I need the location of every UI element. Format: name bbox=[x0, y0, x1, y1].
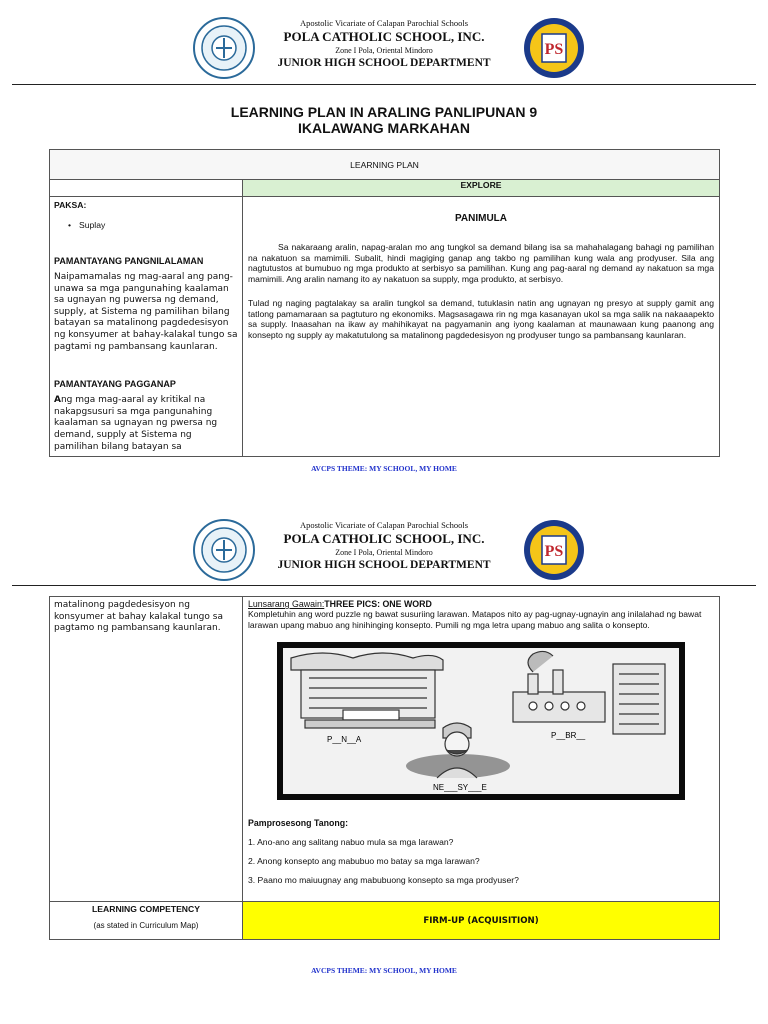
processing-questions-heading: Pamprosesong Tanong: bbox=[248, 818, 349, 828]
three-pics-image bbox=[277, 642, 685, 800]
firm-up-header: FIRM-UP (ACQUISITION) bbox=[243, 902, 720, 940]
pagganap-text-cont: matalinong pagdedesisyon ng konsyumer at bahay kalakal tungo sa pagtamo ng pambansang kaunlaran. bbox=[54, 600, 223, 634]
pic-label-2: P__BR__ bbox=[551, 731, 586, 740]
question-3: 3. Paano mo maiuugnay ang mabubuong konsepto sa mga prodyuser? bbox=[248, 875, 519, 885]
lunsarang-title: Lunsarang Gawain:THREE PICS: ONE WORD bbox=[248, 599, 432, 609]
title-line1: LEARNING PLAN IN ARALING PANLIPUNAN 9 bbox=[230, 104, 538, 120]
paksa-item: • Suplay bbox=[68, 220, 238, 230]
header-rule bbox=[12, 84, 756, 85]
learning-plan-header: LEARNING PLAN bbox=[50, 150, 720, 180]
page-header bbox=[12, 10, 756, 80]
paksa-label: PAKSA: bbox=[54, 200, 87, 210]
question-2: 2. Anong konsepto ang mabubuo mo batay sa mga larawan? bbox=[248, 856, 480, 866]
pagganap-text: Ang mga mag-aaral ay kritikal na nakapgsusuri sa mga pangunahing kaalaman sa ugnayan ng pwersa ng demand, supply at Sistema ng pamilihan bilang batayan sa bbox=[54, 395, 218, 452]
question-1: 1. Ano-ano ang salitang nabuo mula sa mga larawan? bbox=[248, 837, 454, 847]
document-title bbox=[0, 104, 768, 136]
learning-plan-table bbox=[49, 149, 720, 457]
intro-paragraph-2: Tulad ng naging pagtalakay sa aralin tungkol sa demand, tutuklasin natin ang ugnayan ng presyo at supply gamit ang tatlong pamamaraan sa pagtuturo ng ekonomiks. Magsasagawa rin ng mga kasanayan ukol sa mga salik na nakaaapekto sa supply. Inaasahan na ikaw ay mahihikayat na pagyamanin ang iyong kaalaman at maunawaan kung paanong ang konsepto ng supply ay makatutulong sa matalinong pagdedesisyon ng prodyuser tungo sa pambansang kaunlaran. bbox=[248, 298, 714, 340]
standards-cell bbox=[50, 197, 243, 457]
explore-header: EXPLORE bbox=[243, 180, 720, 197]
pic-label-3: NE___SY___E bbox=[433, 783, 487, 792]
panimula-heading: PANIMULA bbox=[454, 213, 508, 224]
pic-label-1: P__N__A bbox=[327, 735, 362, 744]
header-school-name: POLA CATHOLIC SCHOOL, INC. bbox=[283, 29, 485, 44]
intro-paragraph-1: Sa nakaraang aralin, napag-aralan mo ang tungkol sa demand bilang isa sa mahahalagang bahagi ng pamilihan na nakatuon sa mamimili. Subalit, hindi magiging ganap ang takbo ng pamilihan kung wala ang prodyuser. Sila ang nagtutustos at bumubuo ng mga produkto at serbisyo sa pamilihan. Kung ang pag-aaral ng demand ay nakatuon sa mga mamimili. Ang aralin namang ito ay nakatuon sa supply, mga produkto, at serbisyo. bbox=[248, 242, 714, 284]
header-school-name: POLA CATHOLIC SCHOOL, INC. bbox=[283, 531, 485, 546]
learning-plan-table-cont bbox=[49, 596, 720, 940]
three-pics-drawing bbox=[283, 648, 679, 794]
pcs-logo-icon bbox=[522, 518, 586, 582]
svg-text:PS: PS bbox=[544, 543, 564, 560]
header-vicariate: Apostolic Vicariate of Calapan Parochial Schools bbox=[299, 520, 469, 530]
lunsarang-cell bbox=[243, 597, 720, 902]
header-rule bbox=[12, 585, 756, 586]
header-department: JUNIOR HIGH SCHOOL DEPARTMENT bbox=[277, 559, 491, 571]
header-address: Zone I Pola, Oriental Mindoro bbox=[335, 548, 433, 557]
svg-text:PS: PS bbox=[544, 41, 564, 58]
pagganap-heading: PAMANTAYANG PAGGANAP bbox=[54, 379, 176, 390]
header-department: JUNIOR HIGH SCHOOL DEPARTMENT bbox=[277, 57, 491, 69]
learning-competency-cell bbox=[50, 902, 243, 940]
header-address: Zone I Pola, Oriental Mindoro bbox=[335, 46, 433, 55]
standards-cell-cont bbox=[50, 597, 243, 902]
page-header-2 bbox=[12, 512, 756, 582]
learning-competency-sub: (as stated in Curriculum Map) bbox=[93, 921, 199, 930]
lunsarang-description: Kompletuhin ang word puzzle ng bawat susuriing larawan. Matapos nito ay pag-ugnay-ugnayin ang inilalahad ng bawat larawan upang mabuo ang hinihinging konsepto. Pumili ng mga letra upang mabuo ang salita o konsepto. bbox=[248, 609, 702, 630]
pcs-logo-icon bbox=[522, 16, 586, 80]
header-vicariate: Apostolic Vicariate of Calapan Parochial Schools bbox=[299, 18, 469, 28]
explore-cell bbox=[243, 197, 720, 457]
learning-competency-title: LEARNING COMPETENCY bbox=[92, 904, 200, 914]
footer-theme-2: AVCPS THEME: MY SCHOOL, MY HOME bbox=[311, 966, 457, 975]
footer-theme: AVCPS THEME: MY SCHOOL, MY HOME bbox=[311, 464, 457, 473]
pangnilalaman-heading: PAMANTAYANG PANGNILALAMAN bbox=[54, 256, 204, 266]
pangnilalaman-text: Naipamamalas ng mag-aaral ang pang-unawa sa mga pangunahing kaalaman sa ugnayan ng puwersa ng demand, supply, at Sistema ng pamilihan bilang batayan sa matalinong pagdedesisyon ng konsyumer at bahay-kalakal tungo sa pagtami ng pambansang kaunlaran. bbox=[54, 272, 238, 352]
title-line2: IKALAWANG MARKAHAN bbox=[298, 120, 470, 136]
